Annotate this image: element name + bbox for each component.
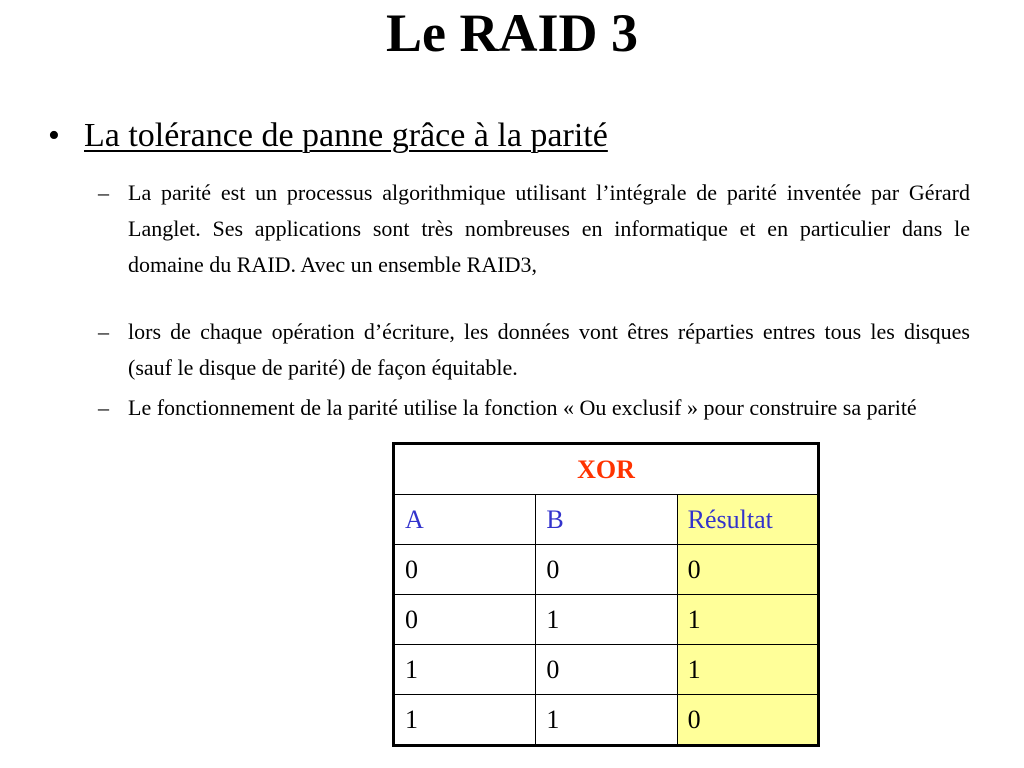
- header-result: Résultat: [677, 495, 818, 545]
- bullet-dot: •: [48, 117, 60, 154]
- cell-a: 0: [394, 595, 536, 645]
- cell-result: 1: [677, 595, 818, 645]
- cell-b: 0: [536, 545, 677, 595]
- header-b: B: [536, 495, 677, 545]
- dash-marker: –: [98, 395, 109, 420]
- table-header-row: [394, 495, 819, 545]
- cell-a: 0: [394, 545, 536, 595]
- cell-result: 0: [677, 695, 818, 746]
- subpoint-text: Le fonctionnement de la parité utilise la fonction « Ou exclusif » pour construire sa parité: [128, 395, 917, 420]
- subpoint-parity-definition: [98, 175, 970, 283]
- bullet-text: La tolérance de panne grâce à la parité: [84, 117, 608, 154]
- table-row: [394, 595, 819, 645]
- dash-marker: –: [98, 180, 109, 205]
- cell-a: 1: [394, 695, 536, 746]
- subpoint-xor-function: [98, 390, 970, 426]
- cell-a: 1: [394, 645, 536, 695]
- table-row: [394, 695, 819, 746]
- xor-truth-table: [392, 442, 820, 747]
- cell-result: 1: [677, 645, 818, 695]
- table-row: [394, 545, 819, 595]
- cell-result: 0: [677, 545, 818, 595]
- subpoint-text: lors de chaque opération d’écriture, les données vont êtres réparties entres tous les disques (sauf le disque de parité) de façon équitable.: [128, 319, 970, 380]
- cell-b: 0: [536, 645, 677, 695]
- subpoint-text: La parité est un processus algorithmique utilisant l’intégrale de parité inventée par Gérard Langlet. Ses applications sont très nombreuses en informatique et en particulier dans le domaine du RAID. Avec un ensemble RAID3,: [128, 180, 970, 277]
- main-bullet: [48, 112, 608, 160]
- cell-b: 1: [536, 595, 677, 645]
- cell-b: 1: [536, 695, 677, 746]
- subpoint-write-distribution: [98, 314, 970, 386]
- dash-marker: –: [98, 319, 109, 344]
- header-a: A: [394, 495, 536, 545]
- slide-title: Le RAID 3: [386, 3, 638, 63]
- table-title-row: [394, 444, 819, 495]
- xor-table-title: XOR: [394, 444, 819, 495]
- table-row: [394, 645, 819, 695]
